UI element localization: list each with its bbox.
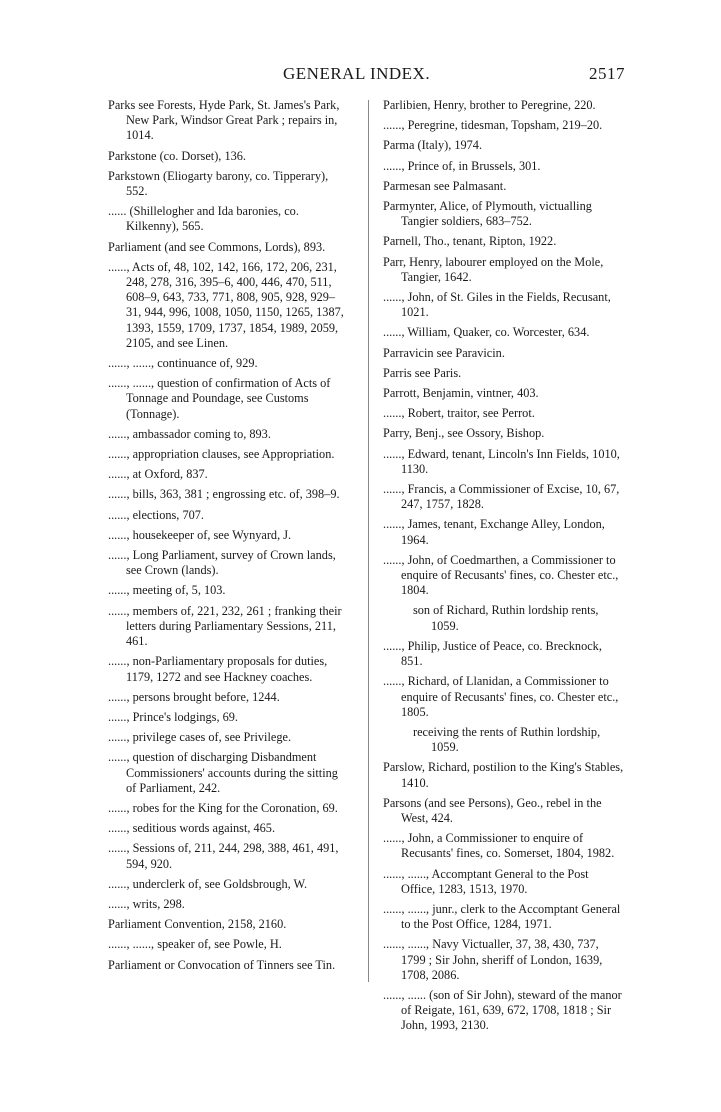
index-entry: ......, ......, speaker of, see Powle, H. (108, 937, 282, 952)
index-entry: Parry, Benj., see Ossory, Bishop. (383, 426, 545, 441)
index-entry: Parliament or Convocation of Tinners see Tin. (108, 957, 336, 972)
index-entry: ......, Peregrine, tidesman, Topsham, 219–20. (383, 118, 603, 133)
index-entry: ......, ......, question of confirmation of Acts of Tonnage and Poundage, see Customs (Tonnage). (108, 376, 331, 421)
page-header (108, 64, 625, 90)
index-entry: ......, ......, junr., clerk to the Accomptant General to the Post Office, 1284, 1971. (383, 901, 621, 932)
index-entry: ......, ambassador coming to, 893. (108, 426, 271, 441)
index-entry: ......, ...... (son of Sir John), steward of the manor of Reigate, 161, 639, 672, 1708, 1818 ; Sir John, 1993, 2130. (383, 987, 622, 1033)
index-entry: Parmesan see Palmasant. (383, 178, 507, 193)
index-entry: ......, underclerk of, see Goldsbrough, W. (108, 876, 308, 891)
index-entry: Parkstown (Eliogarty barony, co. Tipperary), 552. (108, 168, 329, 199)
index-entry: ......, appropriation clauses, see Appropriation. (108, 447, 335, 462)
index-entry: Parnell, Tho., tenant, Ripton, 1922. (383, 234, 557, 249)
index-entry: ...... (Shillelogher and Ida baronies, co. Kilkenny), 565. (108, 204, 299, 234)
index-entry: ......, Sessions of, 211, 244, 298, 388, 461, 491, 594, 920. (108, 841, 339, 871)
index-entry: ......, writs, 298. (108, 896, 185, 911)
index-entry: ......, elections, 707. (108, 507, 204, 522)
page-title: GENERAL INDEX. (283, 64, 431, 83)
index-entry: ......, non-Parliamentary proposals for duties, 1179, 1272 and see Hackney coaches. (108, 654, 328, 684)
index-entry: ......, at Oxford, 837. (108, 467, 208, 482)
index-entry: ......, Edward, tenant, Lincoln's Inn Fields, 1010, 1130. (383, 446, 620, 476)
index-entry: ......, seditious words against, 465. (108, 821, 276, 836)
index-entry: Parslow, Richard, postilion to the King's Stables, 1410. (383, 760, 624, 790)
index-entry: Parks see Forests, Hyde Park, St. James's Park, New Park, Windsor Great Park ; repairs in, 1014. (108, 98, 340, 143)
index-subentry: receiving the rents of Ruthin lordship, 1059. (413, 724, 601, 755)
column-divider (368, 100, 369, 982)
index-entry: ......, members of, 221, 232, 261 ; franking their letters during Parliamentary Sessions, 211, 461. (108, 603, 342, 649)
index-entry: ......, bills, 363, 381 ; engrossing etc. of, 398–9. (108, 487, 340, 502)
index-entry: ......, Prince's lodgings, 69. (108, 709, 238, 724)
index-subentry: son of Richard, Ruthin lordship rents, 1059. (413, 603, 599, 633)
index-entry: ......, Robert, traitor, see Perrot. (383, 406, 535, 421)
index-entry: ......, meeting of, 5, 103. (108, 583, 226, 598)
index-entry: ......, ......, Accomptant General to the Post Office, 1283, 1513, 1970. (383, 866, 589, 896)
left-column (108, 98, 348, 978)
index-entry: ......, ......, continuance of, 929. (108, 356, 258, 371)
index-entry: Parliament Convention, 2158, 2160. (108, 917, 287, 932)
index-entry: ......, Philip, Justice of Peace, co. Brecknock, 851. (383, 638, 602, 669)
index-entry: Parma (Italy), 1974. (383, 138, 483, 153)
index-entry: ......, Prince of, in Brussels, 301. (383, 158, 541, 173)
index-entry: Parlibien, Henry, brother to Peregrine, 220. (383, 98, 596, 112)
index-entry: ......, William, Quaker, co. Worcester, 634. (383, 325, 590, 340)
index-entry: ......, robes for the King for the Coronation, 69. (108, 800, 338, 815)
index-entry: Parr, Henry, labourer employed on the Mole, Tangier, 1642. (383, 254, 604, 284)
index-entry: Parravicin see Paravicin. (383, 345, 505, 360)
index-entry: Parkstone (co. Dorset), 136. (108, 148, 246, 163)
index-entry: ......, John, of Coedmarthen, a Commissioner to enquire of Recusants' fines, co. Chester etc., 1804. (383, 552, 619, 598)
index-entry: Parris see Paris. (383, 365, 462, 380)
index-entry: ......, Acts of, 48, 102, 142, 166, 172, 206, 231, 248, 278, 316, 395–6, 400, 446, 470, 511, 608–9, 643, 733, 771, 808, 905, 928, 929–31, 944, 996, 1008, 1050, 1150, 1265, 1387, 1393, 1559, 1709, 1737, 1854, 1989, 2059, 2105, and see Linen. (108, 259, 344, 350)
index-entry: ......, ......, Navy Victualler, 37, 38, 430, 737, 1799 ; Sir John, sheriff of London, 1639, 1708, 2086. (383, 937, 603, 982)
index-entry: ......, John, a Commissioner to enquire of Recusants' fines, co. Somerset, 1804, 1982. (383, 831, 615, 861)
index-entry: ......, Long Parliament, survey of Crown lands, see Crown (lands). (108, 548, 336, 578)
index-entry: Parsons (and see Persons), Geo., rebel in the West, 424. (383, 795, 602, 825)
index-entry: ......, housekeeper of, see Wynyard, J. (108, 527, 292, 542)
index-entry: Parrott, Benjamin, vintner, 403. (383, 386, 539, 401)
index-entry: ......, James, tenant, Exchange Alley, London, 1964. (383, 517, 605, 547)
index-entry: ......, Richard, of Llanidan, a Commissioner to enquire of Recusants' fines, co. Chester etc., 1805. (383, 674, 619, 719)
index-entry: ......, privilege cases of, see Privilege. (108, 730, 292, 745)
index-entry: ......, Francis, a Commissioner of Excise, 10, 67, 247, 1757, 1828. (383, 482, 620, 512)
page-number: 2517 (589, 64, 625, 83)
index-entry: Parliament (and see Commons, Lords), 893. (108, 239, 326, 254)
index-entry: ......, John, of St. Giles in the Fields, Recusant, 1021. (383, 290, 611, 320)
right-column (383, 98, 624, 1039)
index-entry: Parmynter, Alice, of Plymouth, victualling Tangier soldiers, 683–752. (383, 199, 592, 229)
index-entry: ......, persons brought before, 1244. (108, 689, 280, 704)
index-entry: ......, question of discharging Disbandment Commissioners' accounts during the sitting of Parliament, 242. (108, 750, 338, 795)
